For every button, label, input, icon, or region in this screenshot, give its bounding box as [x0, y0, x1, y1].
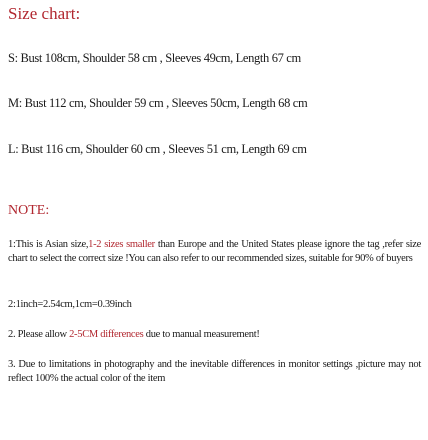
note-asian-size-highlight: 1-2 sizes smaller — [88, 239, 155, 250]
note-measurement-pre: 2. Please allow — [8, 329, 70, 340]
note-unit-conversion: 2:1inch=2.54cm,1cm=0.39inch — [8, 299, 132, 310]
size-row-m: M: Bust 112 cm, Shoulder 59 cm , Sleeves 50cm, Length 68 cm — [8, 96, 308, 110]
size-row-l: L: Bust 116 cm, Shoulder 60 cm , Sleeves 51 cm, Length 69 cm — [8, 142, 307, 156]
note-photography-color: 3. Due to limitations in photography and the inevitable differences in monitor settings ,picture may not reflect 100% the actual color of the item — [8, 359, 421, 384]
size-chart-heading: Size chart: — [8, 4, 81, 23]
note-asian-size — [8, 238, 421, 266]
note-measurement-post: due to manual measurement! — [143, 329, 260, 340]
note-measurement-highlight: 2-5CM differences — [69, 329, 144, 340]
size-row-s: S: Bust 108cm, Shoulder 58 cm , Sleeves 49cm, Length 67 cm — [8, 51, 301, 65]
note-asian-size-post: than Europe and the United States please ignore the tag ,refer size chart to select the correct size !You can also refer to our recommended sizes, suitable for 90% of buyers — [8, 239, 421, 264]
note-measurement-difference — [8, 328, 421, 342]
note-heading: NOTE: — [8, 203, 50, 218]
note-asian-size-pre: 1:This is Asian size, — [8, 239, 89, 250]
